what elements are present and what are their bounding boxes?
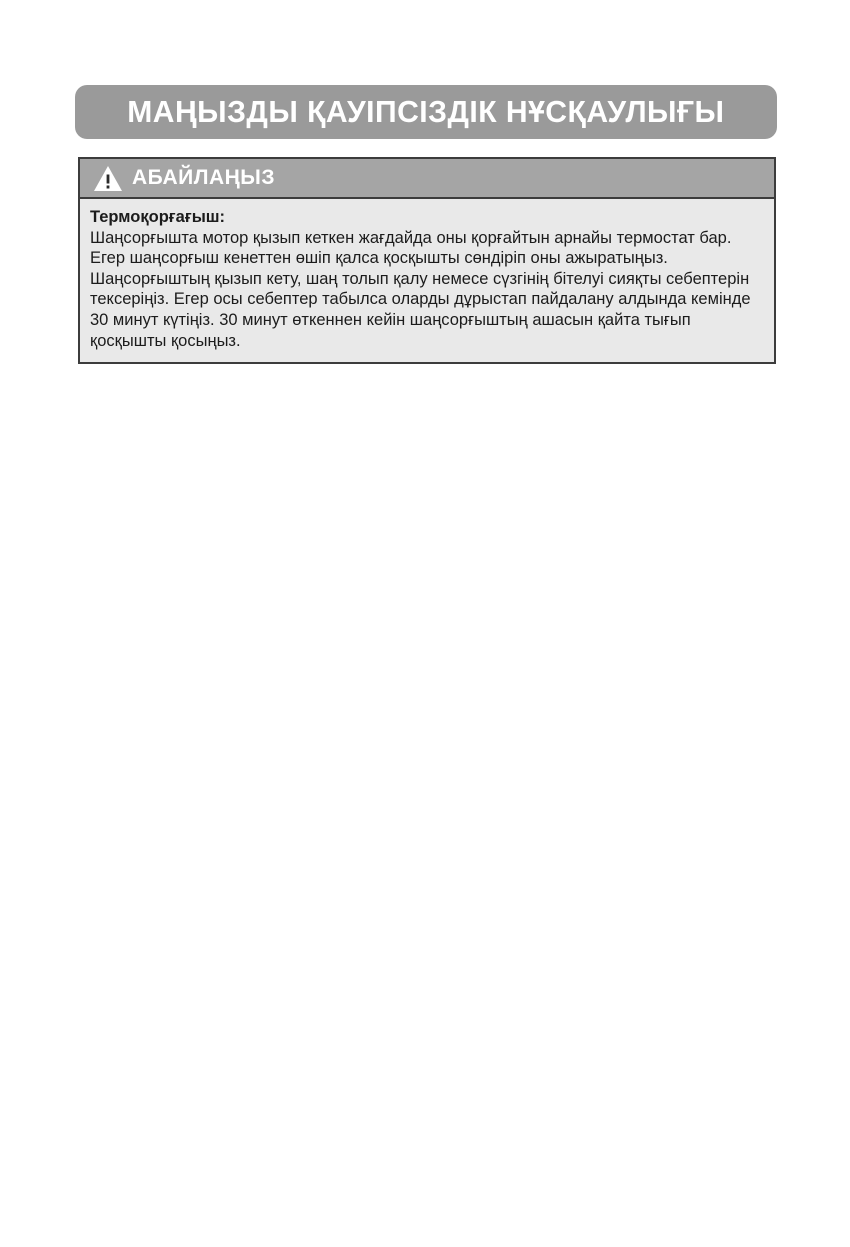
warning-text-line: Егер шаңсорғыш кенеттен өшіп қалса қосқышты сөндіріп оны ажыратыңыз. (90, 249, 668, 268)
warning-subject: Термоқорғағыш: (90, 208, 226, 226)
warning-text-line: Шаңсорғыштың қызып кету, шаң толып қалу немесе сүзгінің бітелуі сияқты себептерін (90, 269, 750, 288)
warning-triangle-icon (94, 166, 122, 191)
warning-header (80, 159, 774, 199)
warning-text-line: Шаңсорғышта мотор қызып кеткен жағдайда оны қорғайтын арнайы термостат бар. (90, 228, 732, 247)
page-title-text: МАҢЫЗДЫ ҚАУІПСІЗДІК НҰСҚАУЛЫҒЫ (127, 94, 725, 129)
warning-text-line: 30 минут күтіңіз. 30 минут өткеннен кейін шаңсорғыштың ашасын қайта тығып (90, 310, 691, 329)
page-title (75, 85, 777, 139)
warning-box (78, 157, 776, 364)
warning-text-line: қосқышты қосыңыз. (90, 331, 241, 350)
warning-text-line: тексеріңіз. Егер осы себептер табылса оларды дұрыстап пайдалану алдында кемінде (90, 290, 751, 309)
warning-body (80, 199, 774, 362)
warning-title: АБАЙЛАҢЫЗ (132, 166, 275, 189)
